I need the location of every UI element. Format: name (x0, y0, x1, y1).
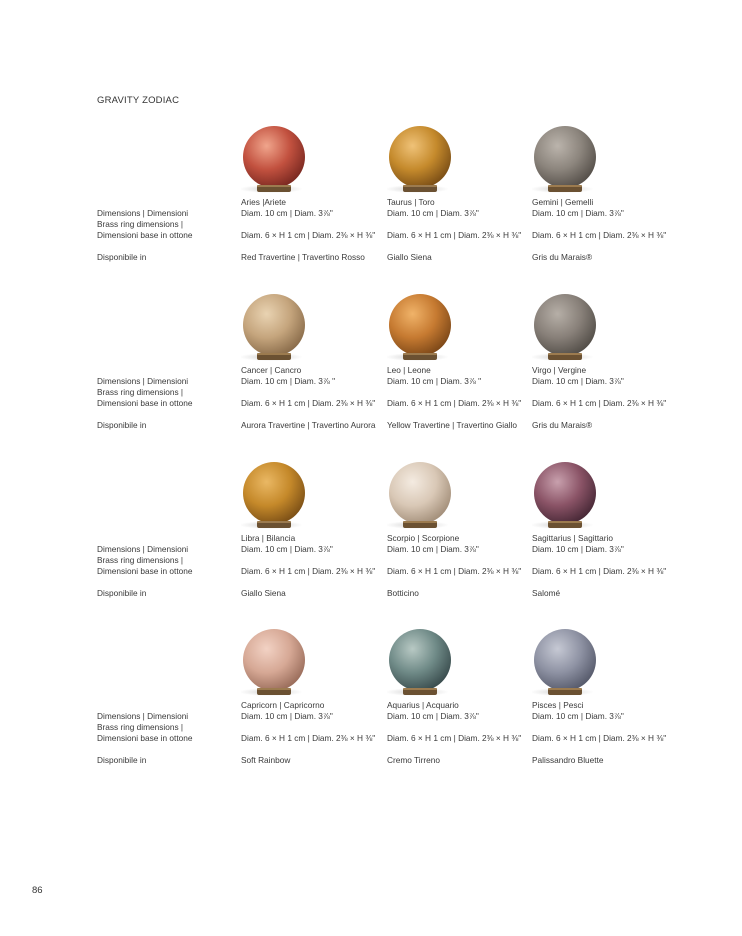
product-name: Capricorn | Capricorno (241, 700, 325, 710)
product-card (532, 125, 677, 265)
product-name: Leo | Leone (387, 365, 431, 375)
product-card (387, 628, 532, 768)
brass-ring-label: Brass ring dimensions | (97, 722, 184, 732)
product-name: Taurus | Toro (387, 197, 435, 207)
sphere-diameter: Diam. 10 cm | Diam. 3⅞" (532, 711, 624, 721)
brass-ring-label: Brass ring dimensions | (97, 219, 184, 229)
marble-sphere-image (532, 125, 602, 195)
material-name: Gris du Marais® (532, 420, 593, 430)
product-name: Gemini | Gemelli (532, 197, 594, 207)
dimensions-label: Dimensions | Dimensioni (97, 208, 189, 218)
product-row (0, 628, 742, 768)
dimensions-label: Dimensions | Dimensioni (97, 544, 189, 554)
marble-sphere-image (241, 628, 311, 698)
product-name: Pisces | Pesci (532, 700, 584, 710)
marble-sphere-image (532, 461, 602, 531)
product-card (241, 293, 386, 433)
base-dimensions: Diam. 6 × H 1 cm | Diam. 2⅜ × H ⅜" (241, 733, 376, 743)
base-dimensions: Diam. 6 × H 1 cm | Diam. 2⅜ × H ⅜" (241, 398, 376, 408)
sphere-diameter: Diam. 10 cm | Diam. 3⅞" (241, 208, 333, 218)
material-name: Aurora Travertine | Travertino Aurora (241, 420, 376, 430)
product-card (387, 125, 532, 265)
product-row (0, 293, 742, 433)
sphere-diameter: Diam. 10 cm | Diam. 3⅞" (532, 544, 624, 554)
product-name: Aries |Ariete (241, 197, 287, 207)
availability-label: Disponibile in (97, 420, 147, 430)
marble-sphere-image (387, 461, 457, 531)
product-card (532, 628, 677, 768)
sphere-diameter: Diam. 10 cm | Diam. 3⅞" (241, 711, 333, 721)
base-dimensions: Diam. 6 × H 1 cm | Diam. 2⅜ × H ⅜" (532, 398, 667, 408)
product-row (0, 461, 742, 601)
sphere-diameter: Diam. 10 cm | Diam. 3⅞" (241, 544, 333, 554)
brass-base-label: Dimensioni base in ottone (97, 733, 193, 743)
material-name: Giallo Siena (387, 252, 432, 262)
base-dimensions: Diam. 6 × H 1 cm | Diam. 2⅜ × H ⅜" (387, 398, 522, 408)
brass-ring-label: Brass ring dimensions | (97, 387, 184, 397)
product-name: Virgo | Vergine (532, 365, 587, 375)
material-name: Yellow Travertine | Travertino Giallo (387, 420, 518, 430)
base-dimensions: Diam. 6 × H 1 cm | Diam. 2⅜ × H ⅜" (241, 566, 376, 576)
page-title: GRAVITY ZODIAC (97, 95, 180, 106)
sphere-diameter: Diam. 10 cm | Diam. 3⅞" (532, 208, 624, 218)
material-name: Salomé (532, 588, 561, 598)
product-name: Cancer | Cancro (241, 365, 302, 375)
sphere-diameter: Diam. 10 cm | Diam. 3⅞" (532, 376, 624, 386)
material-name: Soft Rainbow (241, 755, 291, 765)
product-name: Aquarius | Acquario (387, 700, 459, 710)
product-card (532, 461, 677, 601)
sphere-diameter: Diam. 10 cm | Diam. 3⅞ " (387, 376, 482, 386)
brass-ring-label: Brass ring dimensions | (97, 555, 184, 565)
marble-sphere-image (387, 628, 457, 698)
base-dimensions: Diam. 6 × H 1 cm | Diam. 2⅜ × H ⅜" (241, 230, 376, 240)
material-name: Gris du Marais® (532, 252, 593, 262)
base-dimensions: Diam. 6 × H 1 cm | Diam. 2⅜ × H ⅜" (532, 566, 667, 576)
marble-sphere-image (532, 628, 602, 698)
product-name: Scorpio | Scorpione (387, 533, 460, 543)
dimensions-label: Dimensions | Dimensioni (97, 376, 189, 386)
material-name: Botticino (387, 588, 419, 598)
page-number: 86 (32, 885, 43, 896)
base-dimensions: Diam. 6 × H 1 cm | Diam. 2⅜ × H ⅜" (532, 230, 667, 240)
material-name: Giallo Siena (241, 588, 286, 598)
brass-base-label: Dimensioni base in ottone (97, 566, 193, 576)
base-dimensions: Diam. 6 × H 1 cm | Diam. 2⅜ × H ⅜" (387, 733, 522, 743)
availability-label: Disponibile in (97, 755, 147, 765)
dimensions-label: Dimensions | Dimensioni (97, 711, 189, 721)
brass-base-label: Dimensioni base in ottone (97, 230, 193, 240)
base-dimensions: Diam. 6 × H 1 cm | Diam. 2⅜ × H ⅜" (387, 566, 522, 576)
material-name: Palissandro Bluette (532, 755, 604, 765)
product-card (532, 293, 677, 433)
base-dimensions: Diam. 6 × H 1 cm | Diam. 2⅜ × H ⅜" (532, 733, 667, 743)
base-dimensions: Diam. 6 × H 1 cm | Diam. 2⅜ × H ⅜" (387, 230, 522, 240)
product-name: Sagittarius | Sagittario (532, 533, 614, 543)
sphere-diameter: Diam. 10 cm | Diam. 3⅞" (387, 208, 479, 218)
sphere-diameter: Diam. 10 cm | Diam. 3⅞" (387, 544, 479, 554)
material-name: Cremo Tirreno (387, 755, 441, 765)
product-card (387, 461, 532, 601)
marble-sphere-image (241, 125, 311, 195)
product-row (0, 125, 742, 265)
product-card (241, 628, 386, 768)
marble-sphere-image (241, 293, 311, 363)
marble-sphere-image (387, 125, 457, 195)
marble-sphere-image (241, 461, 311, 531)
sphere-diameter: Diam. 10 cm | Diam. 3⅞ " (241, 376, 336, 386)
marble-sphere-image (532, 293, 602, 363)
product-card (241, 125, 386, 265)
product-card (387, 293, 532, 433)
sphere-diameter: Diam. 10 cm | Diam. 3⅞" (387, 711, 479, 721)
material-name: Red Travertine | Travertino Rosso (241, 252, 365, 262)
availability-label: Disponibile in (97, 588, 147, 598)
product-card (241, 461, 386, 601)
availability-label: Disponibile in (97, 252, 147, 262)
brass-base-label: Dimensioni base in ottone (97, 398, 193, 408)
product-name: Libra | Bilancia (241, 533, 296, 543)
marble-sphere-image (387, 293, 457, 363)
